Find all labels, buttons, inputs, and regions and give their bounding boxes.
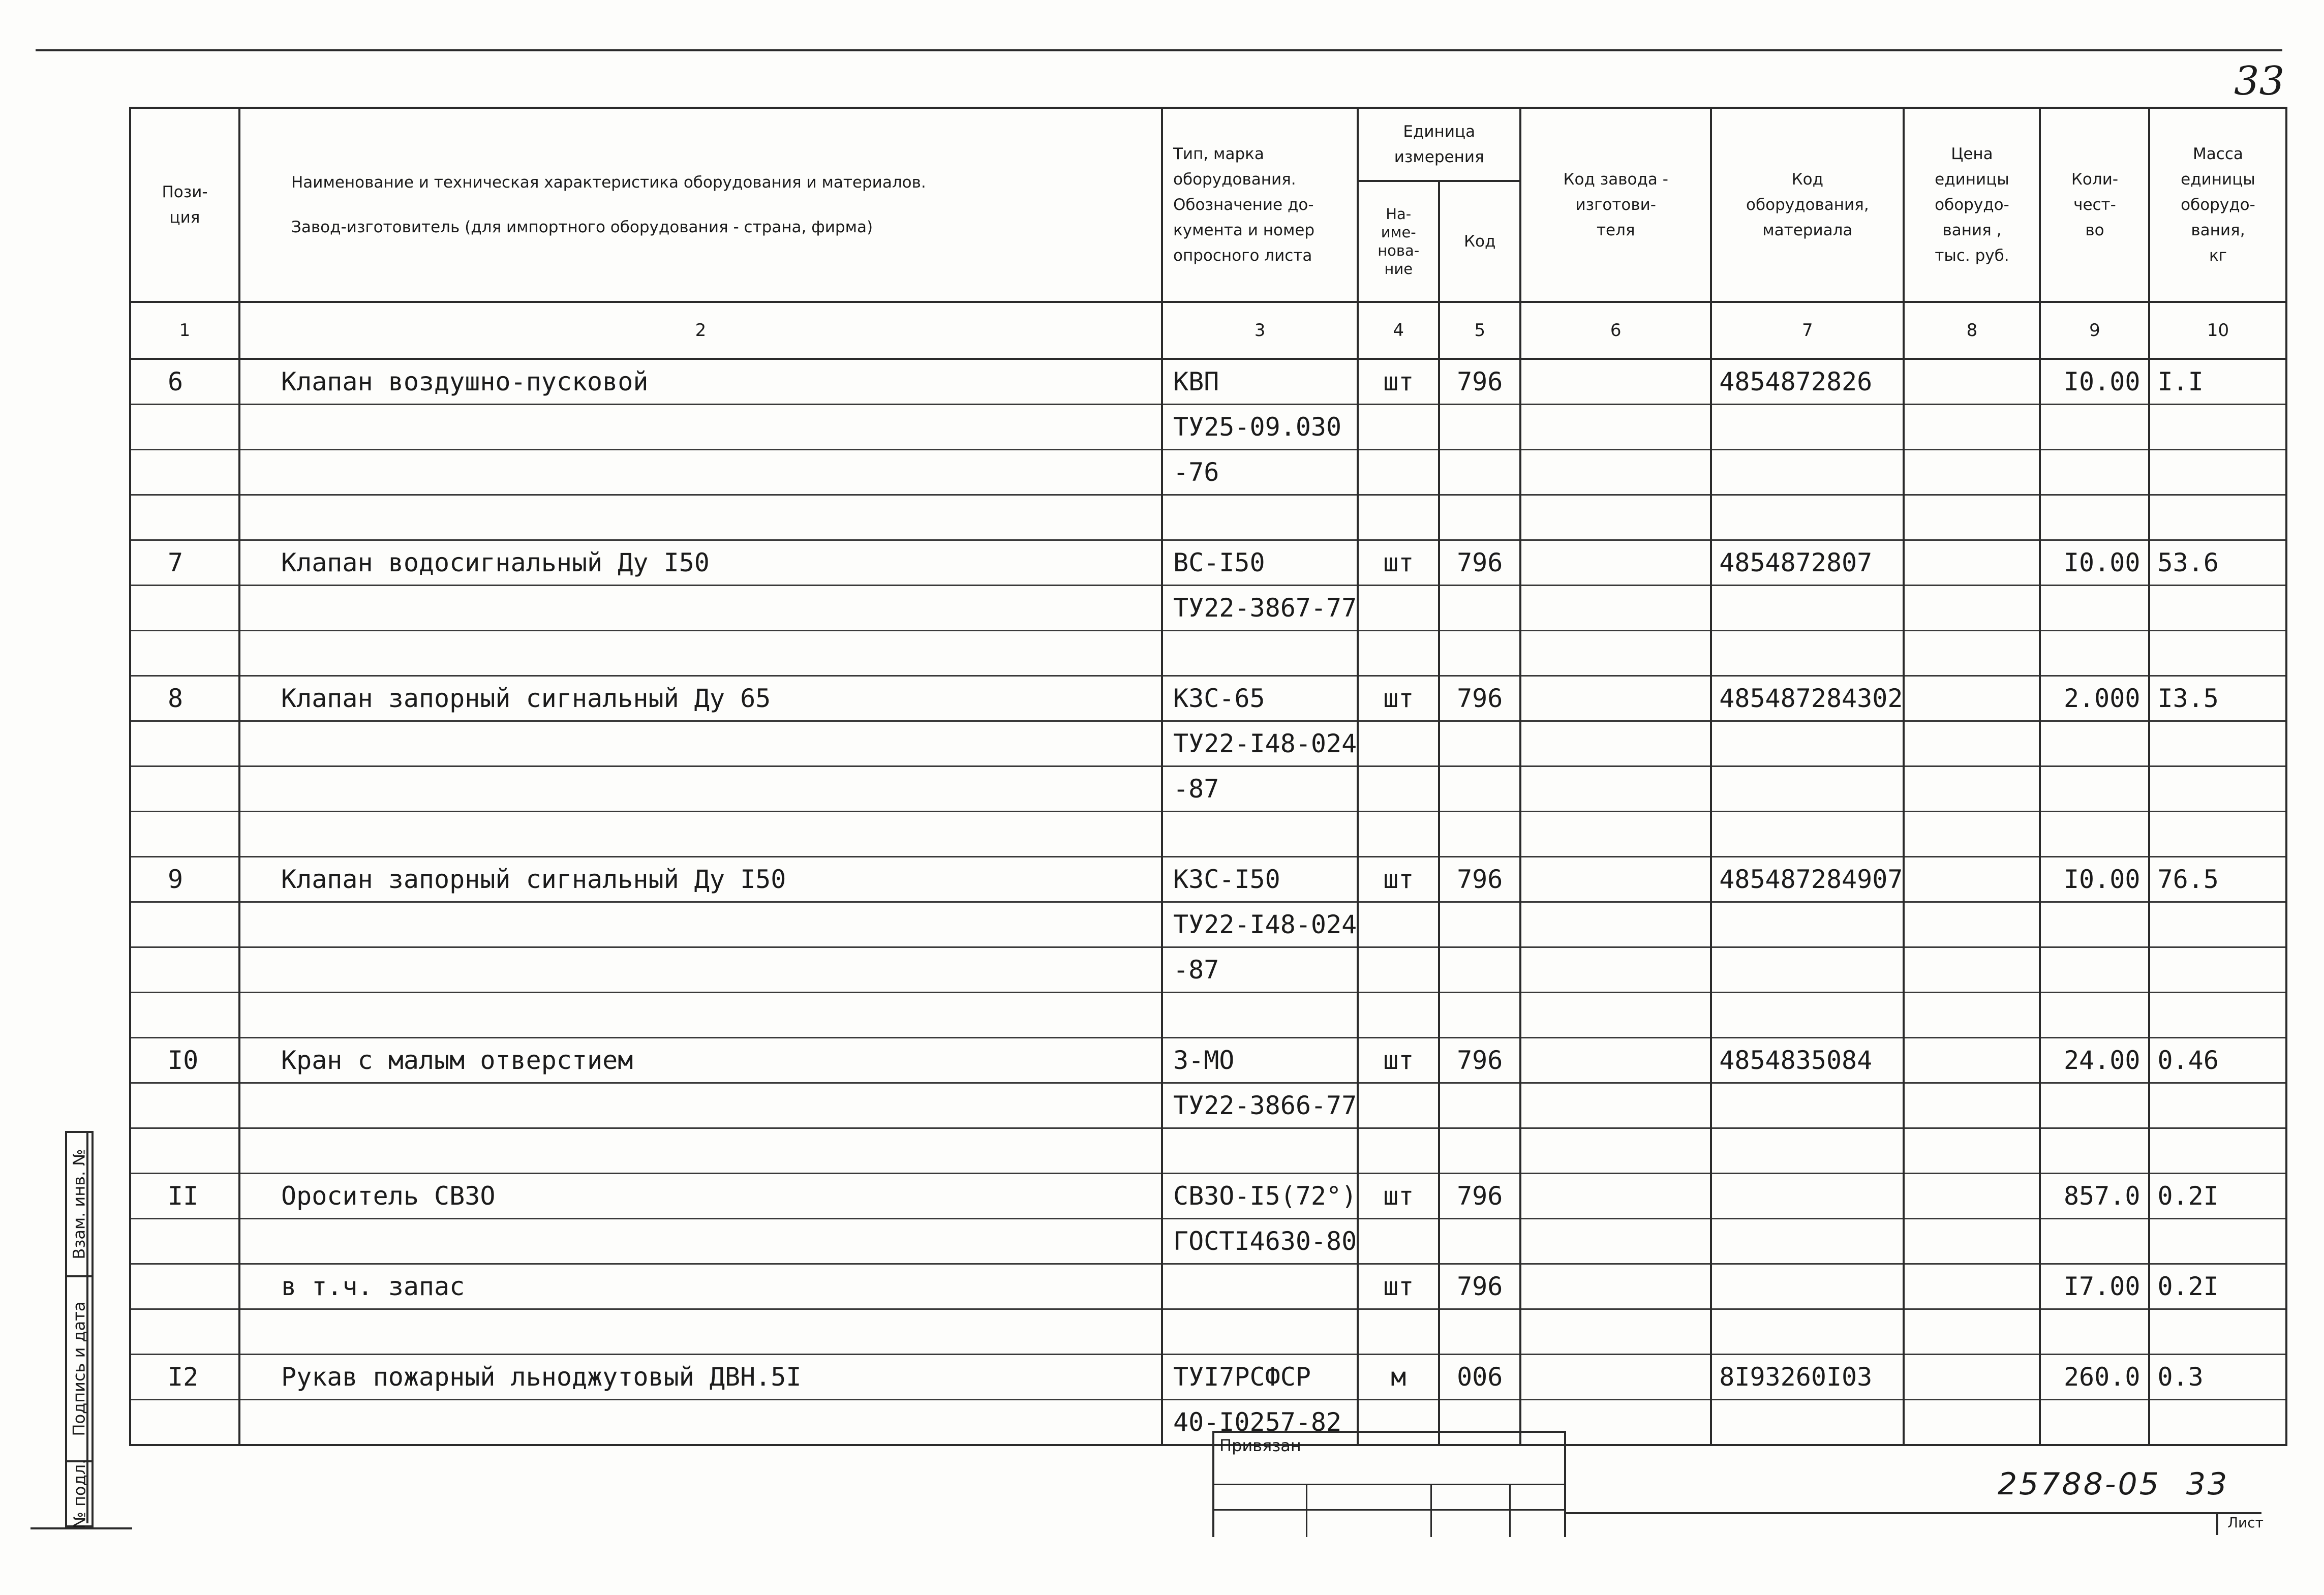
row-doc (1162, 812, 1358, 857)
page-number-corner: 33 (2234, 58, 2285, 104)
table-row (130, 359, 2286, 405)
row-equipment-code (1711, 993, 1904, 1038)
row-price (1904, 1219, 2040, 1264)
row-name: Клапан воздушно-пусковой (239, 359, 1162, 405)
row-unit (1358, 1219, 1439, 1264)
row-unit-code (1439, 1083, 1520, 1128)
row-position: 9 (130, 857, 239, 902)
row-equipment-code (1711, 721, 1904, 766)
row-mass: I.I (2149, 359, 2286, 405)
row-unit: шт (1358, 1264, 1439, 1309)
row-price (1904, 586, 2040, 631)
table-row (130, 405, 2286, 450)
row-mass (2149, 1219, 2286, 1264)
row-mass (2149, 631, 2286, 676)
row-equipment-code: 8I93260I03 (1711, 1355, 1904, 1400)
row-name (239, 1309, 1162, 1355)
row-unit: шт (1358, 1174, 1439, 1219)
row-name: Клапан запорный сигнальный Ду I50 (239, 857, 1162, 902)
row-doc (1162, 993, 1358, 1038)
row-name (239, 947, 1162, 993)
row-doc: КЗС-65 (1162, 676, 1358, 721)
row-name (239, 450, 1162, 495)
row-unit (1358, 947, 1439, 993)
row-position: I2 (130, 1355, 239, 1400)
table-row (130, 1128, 2286, 1174)
row-equipment-code (1711, 631, 1904, 676)
row-name (239, 631, 1162, 676)
row-doc (1162, 631, 1358, 676)
row-name (239, 902, 1162, 947)
row-doc: КЗС-I50 (1162, 857, 1358, 902)
row-equipment-code (1711, 766, 1904, 812)
row-mass (2149, 902, 2286, 947)
row-name: Кран с малым отверстием (239, 1038, 1162, 1083)
row-quantity (2040, 450, 2149, 495)
row-plant-code (1520, 450, 1711, 495)
row-plant-code (1520, 1174, 1711, 1219)
row-price (1904, 1400, 2040, 1446)
table-row (130, 676, 2286, 721)
side-label-original: № подл. (70, 1459, 89, 1529)
row-plant-code (1520, 766, 1711, 812)
row-unit (1358, 812, 1439, 857)
row-unit (1358, 1309, 1439, 1355)
table-row (130, 1264, 2286, 1309)
row-unit-code (1439, 495, 1520, 540)
row-mass (2149, 1400, 2286, 1446)
row-quantity (2040, 495, 2149, 540)
row-unit-code: 796 (1439, 359, 1520, 405)
row-position (130, 495, 239, 540)
row-unit-code (1439, 1219, 1520, 1264)
row-price (1904, 1174, 2040, 1219)
row-doc (1162, 1309, 1358, 1355)
row-equipment-code (1711, 947, 1904, 993)
row-quantity (2040, 405, 2149, 450)
row-mass: 76.5 (2149, 857, 2286, 902)
row-name (239, 1400, 1162, 1446)
row-mass (2149, 766, 2286, 812)
row-quantity: 24.00 (2040, 1038, 2149, 1083)
row-quantity (2040, 812, 2149, 857)
row-equipment-code (1711, 495, 1904, 540)
row-unit (1358, 721, 1439, 766)
table-row (130, 766, 2286, 812)
row-equipment-code: 485487284302 (1711, 676, 1904, 721)
row-doc (1162, 495, 1358, 540)
row-plant-code (1520, 1264, 1711, 1309)
row-position (130, 947, 239, 993)
row-quantity (2040, 721, 2149, 766)
row-unit-code (1439, 721, 1520, 766)
side-strip-border (86, 1131, 132, 1523)
row-quantity (2040, 993, 2149, 1038)
header-name: Наименование и техническая характеристика оборудования и материалов. Завод-изготовитель (для импортного оборудования - страна, фирма) (239, 108, 1162, 302)
row-unit: шт (1358, 676, 1439, 721)
row-unit (1358, 631, 1439, 676)
row-position (130, 1400, 239, 1446)
row-position: 8 (130, 676, 239, 721)
row-price (1904, 766, 2040, 812)
row-quantity (2040, 947, 2149, 993)
row-mass (2149, 586, 2286, 631)
row-name (239, 721, 1162, 766)
row-doc: ТУ22-3867-77 (1162, 586, 1358, 631)
row-unit-code: 796 (1439, 1264, 1520, 1309)
row-price (1904, 1264, 2040, 1309)
row-equipment-code (1711, 405, 1904, 450)
row-price (1904, 857, 2040, 902)
row-price (1904, 1355, 2040, 1400)
row-equipment-code (1711, 812, 1904, 857)
row-plant-code (1520, 1083, 1711, 1128)
table-row (130, 812, 2286, 857)
row-equipment-code (1711, 1309, 1904, 1355)
row-mass (2149, 405, 2286, 450)
row-equipment-code (1711, 902, 1904, 947)
table-row (130, 1309, 2286, 1355)
row-price (1904, 450, 2040, 495)
row-name: Ороситель СВЗО (239, 1174, 1162, 1219)
side-label-replacement: Взам. инв. № (70, 1149, 89, 1260)
row-unit-code (1439, 1128, 1520, 1174)
header-row (130, 108, 2286, 302)
row-position (130, 1128, 239, 1174)
row-doc: ВС-I50 (1162, 540, 1358, 586)
table-row (130, 450, 2286, 495)
row-equipment-code (1711, 1219, 1904, 1264)
row-price (1904, 902, 2040, 947)
row-unit-code (1439, 902, 1520, 947)
row-unit: шт (1358, 359, 1439, 405)
row-name (239, 993, 1162, 1038)
row-doc: ТУ22-I48-024 (1162, 721, 1358, 766)
row-plant-code (1520, 405, 1711, 450)
table-row (130, 540, 2286, 586)
row-mass: 53.6 (2149, 540, 2286, 586)
row-price (1904, 359, 2040, 405)
row-unit-code: 796 (1439, 1038, 1520, 1083)
header-quantity: Коли- чест- во (2040, 108, 2149, 302)
row-plant-code (1520, 631, 1711, 676)
row-unit-code: 796 (1439, 540, 1520, 586)
row-equipment-code (1711, 1174, 1904, 1219)
row-unit (1358, 405, 1439, 450)
row-price (1904, 495, 2040, 540)
row-name (239, 1128, 1162, 1174)
row-position (130, 902, 239, 947)
row-mass: 0.2I (2149, 1174, 2286, 1219)
row-position (130, 631, 239, 676)
row-doc: 40-I0257-82 (1162, 1400, 1358, 1446)
row-position (130, 1083, 239, 1128)
binding-stamp (1212, 1431, 1566, 1537)
row-quantity (2040, 1128, 2149, 1174)
row-position (130, 721, 239, 766)
row-name (239, 405, 1162, 450)
row-mass (2149, 947, 2286, 993)
row-doc: -87 (1162, 766, 1358, 812)
row-mass (2149, 450, 2286, 495)
row-doc: -87 (1162, 947, 1358, 993)
title-block-line (1564, 1512, 2261, 1514)
row-position (130, 766, 239, 812)
row-position (130, 1264, 239, 1309)
row-price (1904, 676, 2040, 721)
row-equipment-code (1711, 1400, 1904, 1446)
table-row (130, 902, 2286, 947)
row-plant-code (1520, 812, 1711, 857)
row-position (130, 993, 239, 1038)
row-price (1904, 947, 2040, 993)
row-position: 6 (130, 359, 239, 405)
row-plant-code (1520, 993, 1711, 1038)
bottom-left-line (30, 1527, 132, 1529)
row-equipment-code: 4854872826 (1711, 359, 1904, 405)
top-border-line (36, 49, 2282, 51)
row-unit-code (1439, 812, 1520, 857)
row-name (239, 766, 1162, 812)
row-name (239, 1083, 1162, 1128)
row-quantity: I0.00 (2040, 857, 2149, 902)
row-quantity (2040, 586, 2149, 631)
row-doc: ТУ22-3866-77 (1162, 1083, 1358, 1128)
sheet-number: 33 (2186, 1466, 2229, 1502)
row-position (130, 405, 239, 450)
row-plant-code (1520, 1219, 1711, 1264)
row-equipment-code: 4854872807 (1711, 540, 1904, 586)
row-doc: -76 (1162, 450, 1358, 495)
header-unit-name: На- име- нова- ние (1359, 182, 1440, 301)
row-doc: ТУ22-I48-024 (1162, 902, 1358, 947)
table-row (130, 631, 2286, 676)
row-plant-code (1520, 676, 1711, 721)
row-equipment-code: 485487284907 (1711, 857, 1904, 902)
table-row (130, 857, 2286, 902)
row-mass (2149, 1083, 2286, 1128)
row-mass (2149, 1309, 2286, 1355)
row-equipment-code (1711, 1128, 1904, 1174)
row-unit-code (1439, 1309, 1520, 1355)
side-label-signature: Подпись и дата (70, 1301, 89, 1436)
row-doc (1162, 1264, 1358, 1309)
row-equipment-code (1711, 586, 1904, 631)
row-equipment-code (1711, 1083, 1904, 1128)
row-doc: ТУI7РСФСР (1162, 1355, 1358, 1400)
sheet-label: Лист (2227, 1514, 2264, 1531)
row-unit-code (1439, 405, 1520, 450)
row-quantity: 260.0 (2040, 1355, 2149, 1400)
table-row (130, 721, 2286, 766)
document-number (1998, 1466, 2229, 1502)
header-plant-code: Код завода - изготови- теля (1520, 108, 1711, 302)
row-price (1904, 1038, 2040, 1083)
row-price (1904, 1083, 2040, 1128)
row-mass (2149, 495, 2286, 540)
header-price: Цена единицы оборудо- вания , тыс. руб. (1904, 108, 2040, 302)
row-quantity: I7.00 (2040, 1264, 2149, 1309)
binding-label: Привязан (1219, 1436, 1301, 1455)
row-quantity (2040, 1219, 2149, 1264)
row-name: Клапан запорный сигнальный Ду 65 (239, 676, 1162, 721)
row-position (130, 1219, 239, 1264)
row-unit: шт (1358, 540, 1439, 586)
row-unit (1358, 495, 1439, 540)
row-plant-code (1520, 947, 1711, 993)
row-mass (2149, 721, 2286, 766)
row-unit (1358, 1083, 1439, 1128)
row-quantity: 857.0 (2040, 1174, 2149, 1219)
row-doc: СВЗО-I5(72°) (1162, 1174, 1358, 1219)
row-name (239, 812, 1162, 857)
row-mass (2149, 1128, 2286, 1174)
column-number-row: 1 2 3 4 5 6 7 8 9 10 (130, 302, 2286, 359)
table-row (130, 1219, 2286, 1264)
row-price (1904, 405, 2040, 450)
row-name: Клапан водосигнальный Ду I50 (239, 540, 1162, 586)
table-row (130, 586, 2286, 631)
table-row (130, 1174, 2286, 1219)
row-position (130, 450, 239, 495)
row-name (239, 1219, 1162, 1264)
row-plant-code (1520, 359, 1711, 405)
row-unit-code (1439, 993, 1520, 1038)
row-plant-code (1520, 857, 1711, 902)
row-price (1904, 1309, 2040, 1355)
row-unit (1358, 586, 1439, 631)
header-unit-code: Код (1464, 232, 1496, 251)
row-doc: З-МО (1162, 1038, 1358, 1083)
row-doc: КВП (1162, 359, 1358, 405)
row-quantity (2040, 1309, 2149, 1355)
row-unit (1358, 902, 1439, 947)
row-plant-code (1520, 1038, 1711, 1083)
row-plant-code (1520, 540, 1711, 586)
row-plant-code (1520, 1309, 1711, 1355)
row-plant-code (1520, 586, 1711, 631)
row-position: 7 (130, 540, 239, 586)
header-unit: Единица измерения На- име- нова- ние Код (1358, 108, 1520, 302)
row-doc: ГОСТI4630-80 (1162, 1219, 1358, 1264)
row-quantity (2040, 1400, 2149, 1446)
row-unit-code (1439, 947, 1520, 993)
row-price (1904, 721, 2040, 766)
row-position: II (130, 1174, 239, 1219)
row-unit (1358, 1128, 1439, 1174)
row-unit: шт (1358, 857, 1439, 902)
row-position (130, 1309, 239, 1355)
row-position: I0 (130, 1038, 239, 1083)
row-name (239, 495, 1162, 540)
row-plant-code (1520, 902, 1711, 947)
row-unit-code (1439, 766, 1520, 812)
row-mass: I3.5 (2149, 676, 2286, 721)
row-quantity (2040, 631, 2149, 676)
row-quantity: 2.000 (2040, 676, 2149, 721)
table-row (130, 1355, 2286, 1400)
table-row (130, 495, 2286, 540)
header-type-doc: Тип, марка оборудования. Обозначение до- кумента и номер опросного листа (1162, 108, 1358, 302)
row-equipment-code: 4854835084 (1711, 1038, 1904, 1083)
specification-table (129, 107, 2287, 1446)
row-position (130, 586, 239, 631)
header-mass: Масса единицы оборудо- вания, кг (2149, 108, 2286, 302)
row-unit-code: 006 (1439, 1355, 1520, 1400)
row-price (1904, 631, 2040, 676)
row-mass: 0.3 (2149, 1355, 2286, 1400)
row-mass (2149, 812, 2286, 857)
row-unit (1358, 450, 1439, 495)
header-position: Пози- ция (130, 108, 239, 302)
row-mass: 0.46 (2149, 1038, 2286, 1083)
row-plant-code (1520, 495, 1711, 540)
row-doc (1162, 1128, 1358, 1174)
row-quantity (2040, 902, 2149, 947)
table-row (130, 1400, 2286, 1446)
row-equipment-code (1711, 1264, 1904, 1309)
row-equipment-code (1711, 450, 1904, 495)
row-name: в т.ч. запас (239, 1264, 1162, 1309)
row-doc: ТУ25-09.030 (1162, 405, 1358, 450)
row-position (130, 812, 239, 857)
row-price (1904, 1128, 2040, 1174)
row-quantity: I0.00 (2040, 540, 2149, 586)
row-plant-code (1520, 1355, 1711, 1400)
row-unit: шт (1358, 1038, 1439, 1083)
row-unit-code (1439, 631, 1520, 676)
row-quantity (2040, 1083, 2149, 1128)
table-row (130, 993, 2286, 1038)
row-quantity: I0.00 (2040, 359, 2149, 405)
row-price (1904, 540, 2040, 586)
row-unit-code: 796 (1439, 676, 1520, 721)
row-unit: м (1358, 1355, 1439, 1400)
row-plant-code (1520, 1128, 1711, 1174)
table-body (130, 359, 2286, 1445)
row-mass (2149, 993, 2286, 1038)
doc-number-text: 25788-05 (1998, 1466, 2161, 1502)
row-name: Рукав пожарный льноджутовый ДВН.5I (239, 1355, 1162, 1400)
table-row (130, 947, 2286, 993)
row-plant-code (1520, 721, 1711, 766)
table-row (130, 1083, 2286, 1128)
row-unit (1358, 993, 1439, 1038)
row-unit-code (1439, 586, 1520, 631)
row-quantity (2040, 766, 2149, 812)
row-unit-code: 796 (1439, 857, 1520, 902)
row-price (1904, 993, 2040, 1038)
row-price (1904, 812, 2040, 857)
row-unit-code: 796 (1439, 1174, 1520, 1219)
header-equipment-code: Код оборудования, материала (1711, 108, 1904, 302)
sheet-box (2216, 1512, 2269, 1535)
row-unit-code (1439, 450, 1520, 495)
row-name (239, 586, 1162, 631)
table-row (130, 1038, 2286, 1083)
row-unit (1358, 766, 1439, 812)
row-mass: 0.2I (2149, 1264, 2286, 1309)
